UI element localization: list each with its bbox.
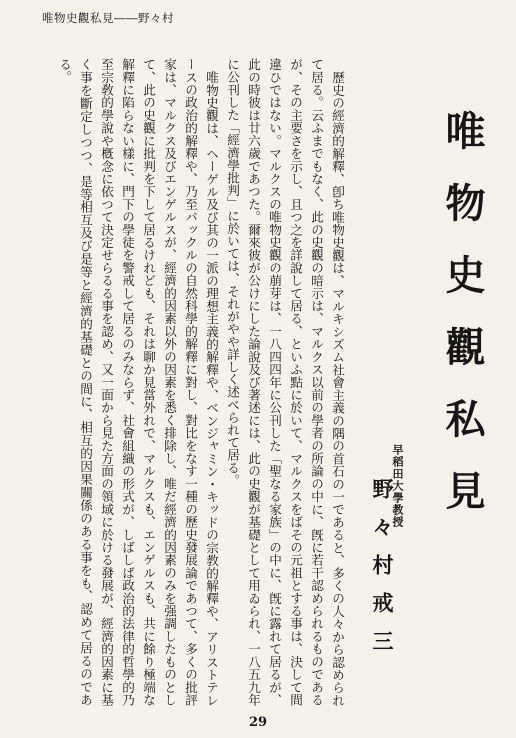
page-number: 29 <box>248 715 268 730</box>
body-paragraph: 唯物史觀は、ヘーゲル及び其の一派の理想主義的解釋や、ベンジャミン・キッドの宗教的解釋や、アリストテレースの政治的解釋や、乃至バックルの自然科學的解釋に對し、對比をなす一種の歷史發展論であつて、多くの批評家は、マルクス及びエンゲルスが、經濟的因素以外の因素を悉く排除し、唯だ經濟的因素のみを强調したものとして、此の史觀に批判を下して居るけれども、それは聊か見當外れで、マルクスも、エンゲルスも、共に餘り極端な解釋に陷らない樣に、門下の學徒を警戒して居るのみならず、社會組織の形式が、しばしば政治的法律的哲學的乃至宗敎的學說や槪念に依つて決定せらるる事を認め、又一面から見た方面の領域に於ける發展が、經濟的因素に基く事を斷定しつつ、是等相互及び是等と經濟的基礎との間に、相互的因果關係のある事をも、認めて居るのである。 <box>57 58 219 706</box>
article-title: 唯物史觀私見 <box>439 110 486 542</box>
running-header: 唯物史觀私見――野々村 <box>42 11 174 25</box>
author-affiliation: 早稻田大學教授 <box>391 444 404 528</box>
author-name: 野々村戒三 <box>370 478 395 668</box>
body-paragraph: 歷史の經濟的解釋、卽ち唯物史觀は、マルキシズム社會主義の隅の首石の一であると、多くの人々から認められて居る。云ふまでもなく、此の史觀の暗示は、マルクス以前の學者の所論の中に、旣に若干認められるものであるが、その主要さを示し、且つ之を詳說して居る、といふ點に於いて、マルクスをばその元祖とする事は、決して間違ひではない。マルクスの唯物史觀の萠芽は、一八四四年に公刊した「聖なる家族」の中に、旣に露れて居るが、此の時彼は廿六歲であつた。爾來彼が公けにした論說及び著述には、此の史觀が基礎として用ゐられ、一八五九年に公刊した「經濟學批判」に於いては、それがやや詳しく述べられて居る。 <box>225 58 345 706</box>
article-body <box>38 58 348 706</box>
